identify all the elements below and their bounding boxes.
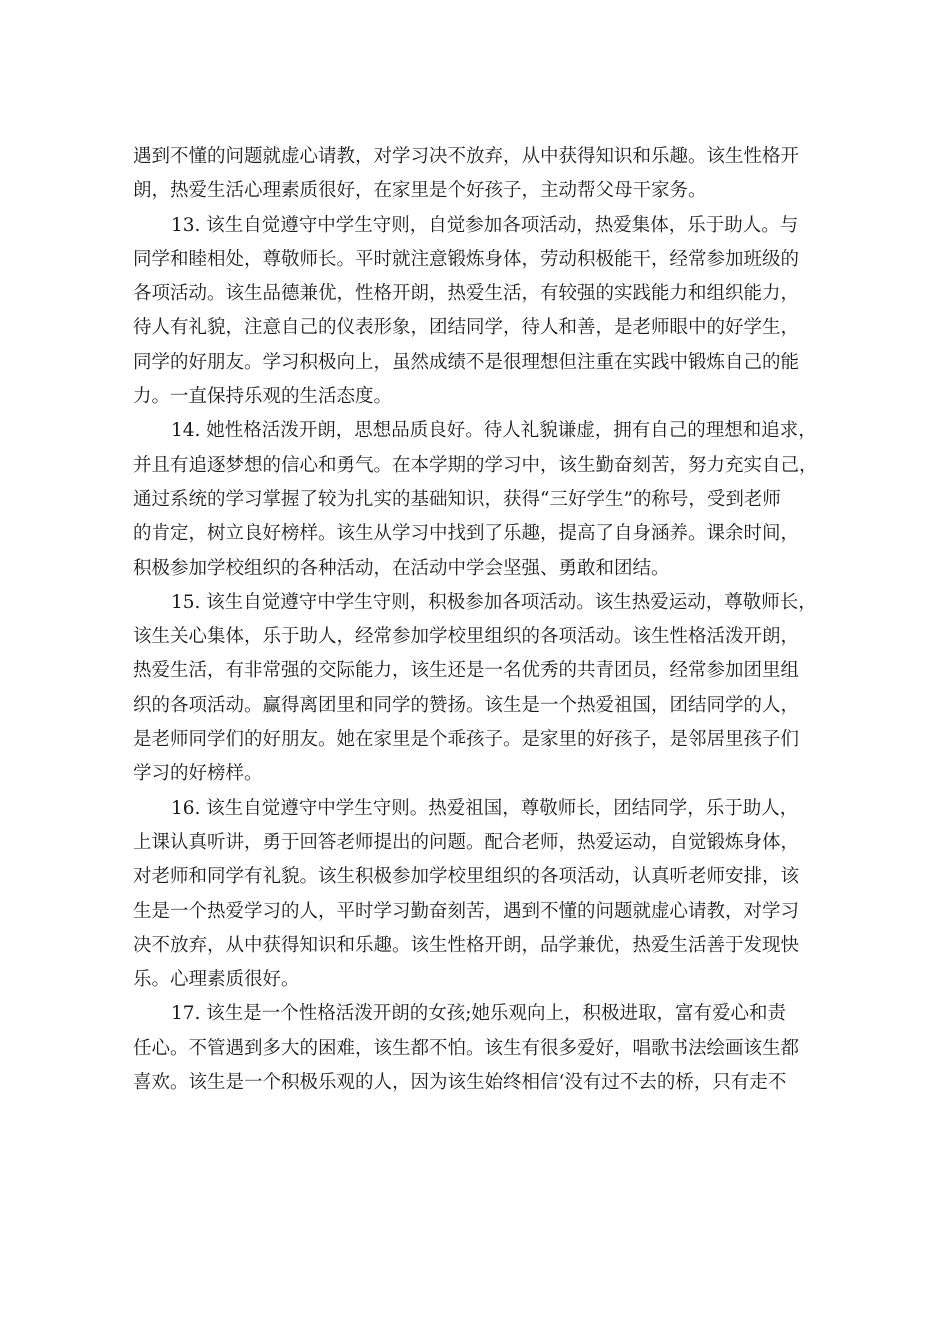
text-line: 对老师和同学有礼貌。该生积极参加学校里组织的各项活动，认真听老师安排，该 — [133, 866, 800, 888]
text-line: 16. 该生自觉遵守中学生守则。热爱祖国，尊敬师长，团结同学，乐于助人， — [171, 797, 799, 819]
text-line: 17. 该生是一个性格活泼开朗的女孩;她乐观向上，积极进取，富有爱心和责 — [171, 1003, 787, 1025]
text-line: 力。一直保持乐观的生活态度。 — [133, 386, 393, 408]
text-line: 是老师同学们的好朋友。她在家里是个乖孩子。是家里的好孩子，是邻居里孩子们 — [133, 729, 800, 751]
text-line: 热爱生活，有非常强的交际能力，该生还是一名优秀的共青团员，经常参加团里组 — [133, 660, 800, 682]
text-line: 决不放弃，从中获得知识和乐趣。该生性格开朗，品学兼优，热爱生活善于发现快 — [133, 934, 800, 956]
text-line: 14. 她性格活泼开朗，思想品质良好。待人礼貌谦虚，拥有自己的理想和追求， — [171, 420, 817, 442]
text-line: 待人有礼貌，注意自己的仪表形象，团结同学，待人和善，是老师眼中的好学生， — [133, 317, 800, 339]
text-line: 朗，热爱生活心理素质很好，在家里是个好孩子，主动帮父母干家务。 — [133, 180, 707, 202]
text-line: 任心。不管遇到多大的困难，该生都不怕。该生有很多爱好，唱歌书法绘画该生都 — [133, 1037, 800, 1059]
text-line: 该生关心集体，乐于助人，经常参加学校里组织的各项活动。该生性格活泼开朗， — [133, 626, 800, 648]
text-line: 同学和睦相处，尊敬师长。平时就注意锻炼身体，劳动积极能干，经常参加班级的 — [133, 248, 800, 270]
text-line: 并且有追逐梦想的信心和勇气。在本学期的学习中，该生勤奋刻苦，努力充实自己， — [133, 454, 818, 476]
text-line: 通过系统的学习掌握了较为扎实的基础知识，获得“三好学生”的称号，受到老师 — [133, 488, 781, 510]
paragraph-p17 — [133, 997, 823, 1100]
document-body — [133, 140, 823, 1100]
text-line: 织的各项活动。赢得离团里和同学的赞扬。该生是一个热爱祖国，团结同学的人， — [133, 694, 800, 716]
text-line: 生是一个热爱学习的人，平时学习勤奋刻苦，遇到不懂的问题就虚心请教，对学习 — [133, 900, 800, 922]
text-line: 的肯定，树立良好榜样。该生从学习中找到了乐趣，提高了自身涵养。课余时间， — [133, 523, 800, 545]
text-line: 积极参加学校组织的各种活动，在活动中学会坚强、勇敢和团结。 — [133, 557, 670, 579]
text-line: 13. 该生自觉遵守中学生守则，自觉参加各项活动，热爱集体，乐于助人。与 — [171, 214, 799, 236]
text-line: 遇到不懂的问题就虚心请教，对学习决不放弃，从中获得知识和乐趣。该生性格开 — [133, 146, 800, 167]
paragraph-p16 — [133, 792, 823, 998]
paragraph-p13 — [133, 209, 823, 415]
text-line: 同学的好朋友。学习积极向上，虽然成绩不是很理想但注重在实践中锻炼自己的能 — [133, 351, 800, 373]
text-line: 学习的好榜样。 — [133, 763, 263, 785]
paragraph-p-cont — [133, 140, 823, 209]
paragraph-p15 — [133, 586, 823, 792]
paragraph-p14 — [133, 414, 823, 585]
text-line: 喜欢。该生是一个积极乐观的人，因为该生始终相信‘没有过不去的桥，只有走不 — [133, 1072, 787, 1094]
text-line: 上课认真听讲，勇于回答老师提出的问题。配合老师，热爱运动，自觉锻炼身体， — [133, 831, 800, 853]
text-line: 各项活动。该生品德兼优，性格开朗，热爱生活，有较强的实践能力和组织能力， — [133, 283, 800, 305]
text-line: 15. 该生自觉遵守中学生守则，积极参加各项活动。该生热爱运动，尊敬师长， — [171, 591, 817, 613]
text-line: 乐。心理素质很好。 — [133, 969, 300, 991]
